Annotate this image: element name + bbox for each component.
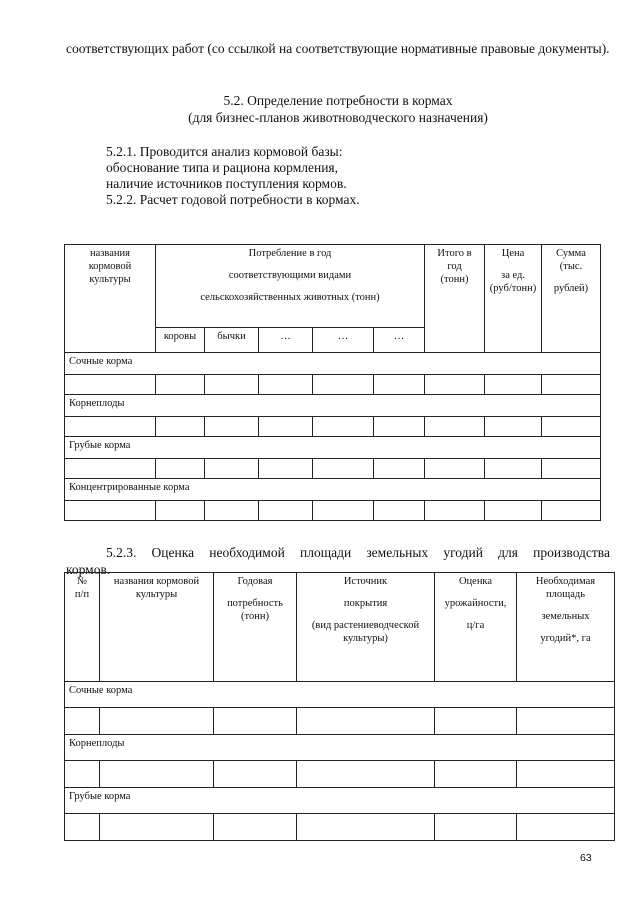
header-other: … (259, 328, 313, 353)
item-5-2-1: 5.2.1. Проводится анализ кормовой базы: (106, 144, 343, 159)
table-row (65, 708, 615, 735)
group-label: Сочные корма (65, 353, 601, 375)
list-line: обоснование типа и рациона кормления, (106, 160, 338, 175)
table-row (65, 459, 601, 479)
analysis-list (106, 144, 610, 208)
header-culture-name: названия кормовой культуры (65, 245, 156, 353)
header-cows: коровы (156, 328, 205, 353)
header-number: № п/п (65, 573, 100, 682)
table-row (65, 761, 615, 788)
intro-paragraph: соответствующих работ (со ссылкой на соответствующие нормативные правовые документы). (66, 41, 610, 56)
header-source: Источник покрытия (вид растениеводческой культуры) (297, 573, 435, 682)
section-title: 5.2. Определение потребности в кормах (223, 93, 453, 108)
land-area-table (64, 572, 615, 841)
header-yield: Оценка урожайности, ц/га (435, 573, 517, 682)
group-label: Грубые корма (65, 788, 615, 814)
page-number: 63 (580, 852, 592, 864)
item-5-2-2: 5.2.2. Расчет годовой потребности в кормах. (106, 192, 360, 207)
list-line: наличие источников поступления кормов. (106, 176, 347, 191)
group-label: Концентрированные корма (65, 479, 601, 501)
header-consumption: Потребление в год соответствующими видами сельскохозяйственных животных (тонн) (156, 245, 425, 328)
header-total: Итого в год (тонн) (425, 245, 485, 353)
table-row (65, 417, 601, 437)
group-label: Корнеплоды (65, 395, 601, 417)
section-subtitle: (для бизнес-планов животноводческого назначения) (188, 110, 488, 125)
table-row (65, 814, 615, 841)
header-area: Необходимая площадь земельных угодий*, га (517, 573, 615, 682)
group-label: Сочные корма (65, 682, 615, 708)
feed-requirement-table (64, 244, 601, 521)
group-label: Грубые корма (65, 437, 601, 459)
header-annual-need: Годовая потребность (тонн) (214, 573, 297, 682)
header-other: … (374, 328, 425, 353)
header-price: Цена за ед. (руб/тонн) (485, 245, 542, 353)
table-row (65, 375, 601, 395)
group-label: Корнеплоды (65, 735, 615, 761)
header-sum: Сумма (тыс. рублей) (542, 245, 601, 353)
table-row (65, 501, 601, 521)
header-bulls: бычки (205, 328, 259, 353)
item-5-2-3: 5.2.3. Оценка необходимой площади земельных угодий для производства кормов. (66, 545, 610, 577)
header-other: … (313, 328, 374, 353)
header-culture-name: названия кормовой культуры (100, 573, 214, 682)
